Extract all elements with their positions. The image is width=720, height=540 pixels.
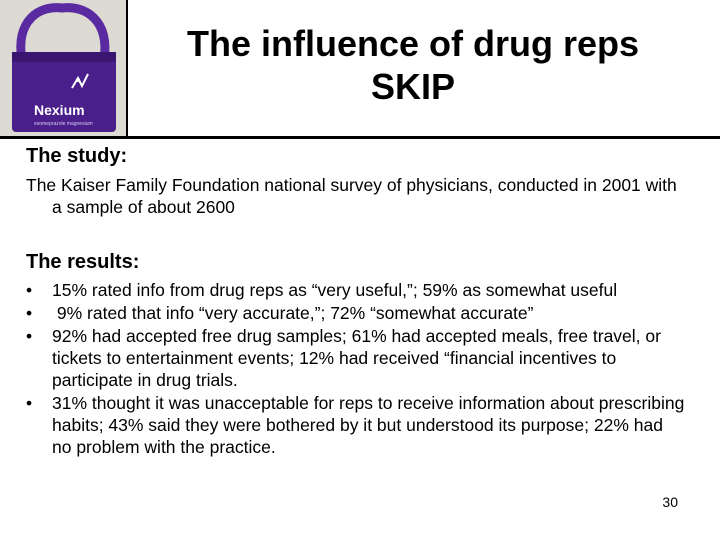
nexium-bag-illustration <box>0 0 127 137</box>
nexium-bag-photo <box>0 0 127 137</box>
nexium-logo-subtext: esomeprazole magnesium <box>34 121 93 127</box>
nexium-logo-text: Nexium <box>34 102 85 118</box>
page-number: 30 <box>662 494 678 510</box>
bullet-icon: • <box>26 280 33 300</box>
bullet-icon: • <box>26 393 33 413</box>
study-heading: The study: <box>26 145 128 167</box>
bullet-icon: • <box>26 303 33 323</box>
slide-title-line-2: SKIP <box>370 66 456 107</box>
result-text: 92% had accepted free drug samples; 61% had accepted meals, free travel, or tickets to entertainment events; 12% had received “financial incentives to participate in drug trials. <box>52 326 661 390</box>
result-text: 9% rated that info “very accurate,”; 72% “somewhat accurate” <box>52 303 534 323</box>
result-text: 15% rated info from drug reps as “very useful,”; 59% as somewhat useful <box>52 280 618 300</box>
list-item <box>26 325 686 391</box>
title-divider <box>0 136 720 139</box>
study-text: The Kaiser Family Foundation national survey of physicians, conducted in 2001 with a sample of about 2600 <box>26 175 677 217</box>
results-list <box>26 279 686 458</box>
slide-title <box>128 22 698 108</box>
results-heading: The results: <box>26 251 140 273</box>
list-item <box>26 279 686 301</box>
list-item <box>26 392 686 458</box>
result-text: 31% thought it was unacceptable for reps to receive information about prescribing habits; 43% said they were bothered by it but understood its purpose; 22% had no problem with the practice. <box>52 393 685 457</box>
list-item <box>26 302 686 324</box>
bullet-icon: • <box>26 326 33 346</box>
slide-title-line-1: The influence of drug reps <box>186 23 640 64</box>
